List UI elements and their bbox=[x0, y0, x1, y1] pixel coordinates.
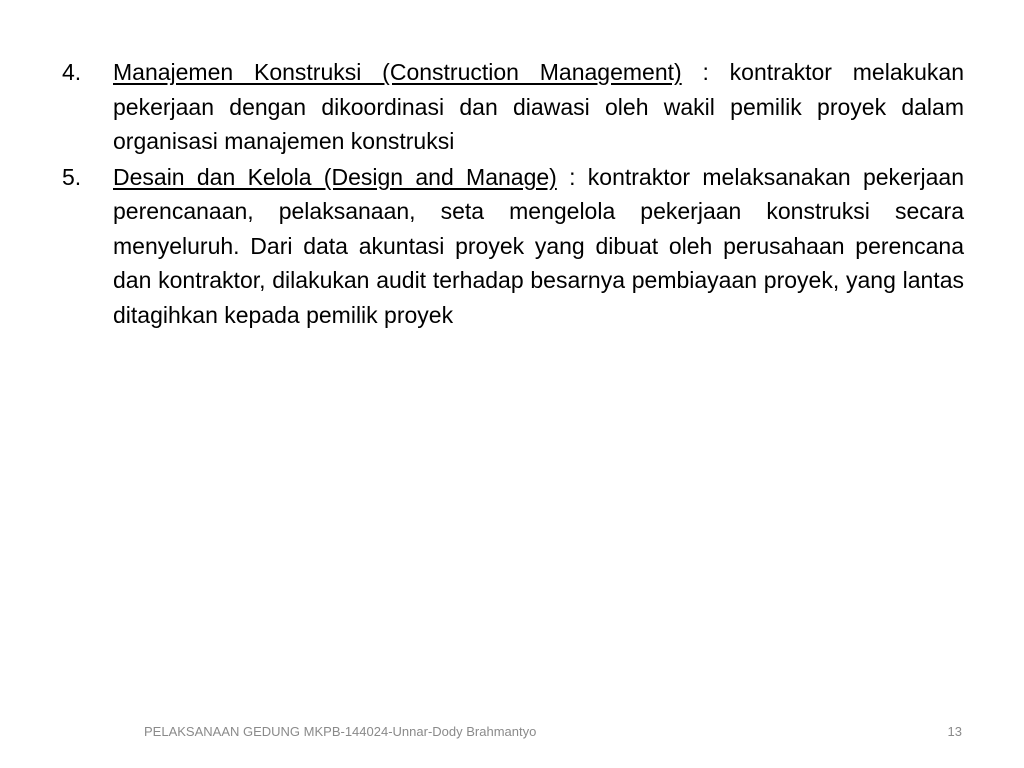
item-number: 5. bbox=[62, 163, 82, 190]
footer-text: PELAKSANAAN GEDUNG MKPB-144024-Unnar-Dody Brahmantyo bbox=[144, 724, 537, 739]
item-description: : kontraktor melakukan pekerjaan dengan dikoordinasi dan diawasi oleh wakil pemilik proyek dalam organisasi manajemen konstruksi bbox=[113, 59, 964, 154]
item-term: Desain dan Kelola (Design and Manage) bbox=[113, 163, 557, 190]
numbered-list bbox=[62, 55, 964, 333]
item-description: : kontraktor melaksanakan pekerjaan perencanaan, pelaksanaan, seta mengelola pekerjaan konstruksi secara menyeluruh. Dari data akuntasi proyek yang dibuat oleh perusahaan perencana dan kontraktor, dilakukan audit terhadap besarnya pembiayaan proyek, yang lantas ditagihkan kepada pemilik proyek bbox=[113, 163, 964, 328]
item-number: 4. bbox=[62, 59, 82, 85]
item-body bbox=[113, 160, 964, 333]
page-number: 13 bbox=[947, 724, 962, 739]
list-item bbox=[62, 55, 964, 159]
list-item bbox=[62, 160, 964, 333]
item-term: Manajemen Konstruksi (Construction Management) bbox=[113, 59, 682, 85]
item-body bbox=[113, 55, 964, 159]
